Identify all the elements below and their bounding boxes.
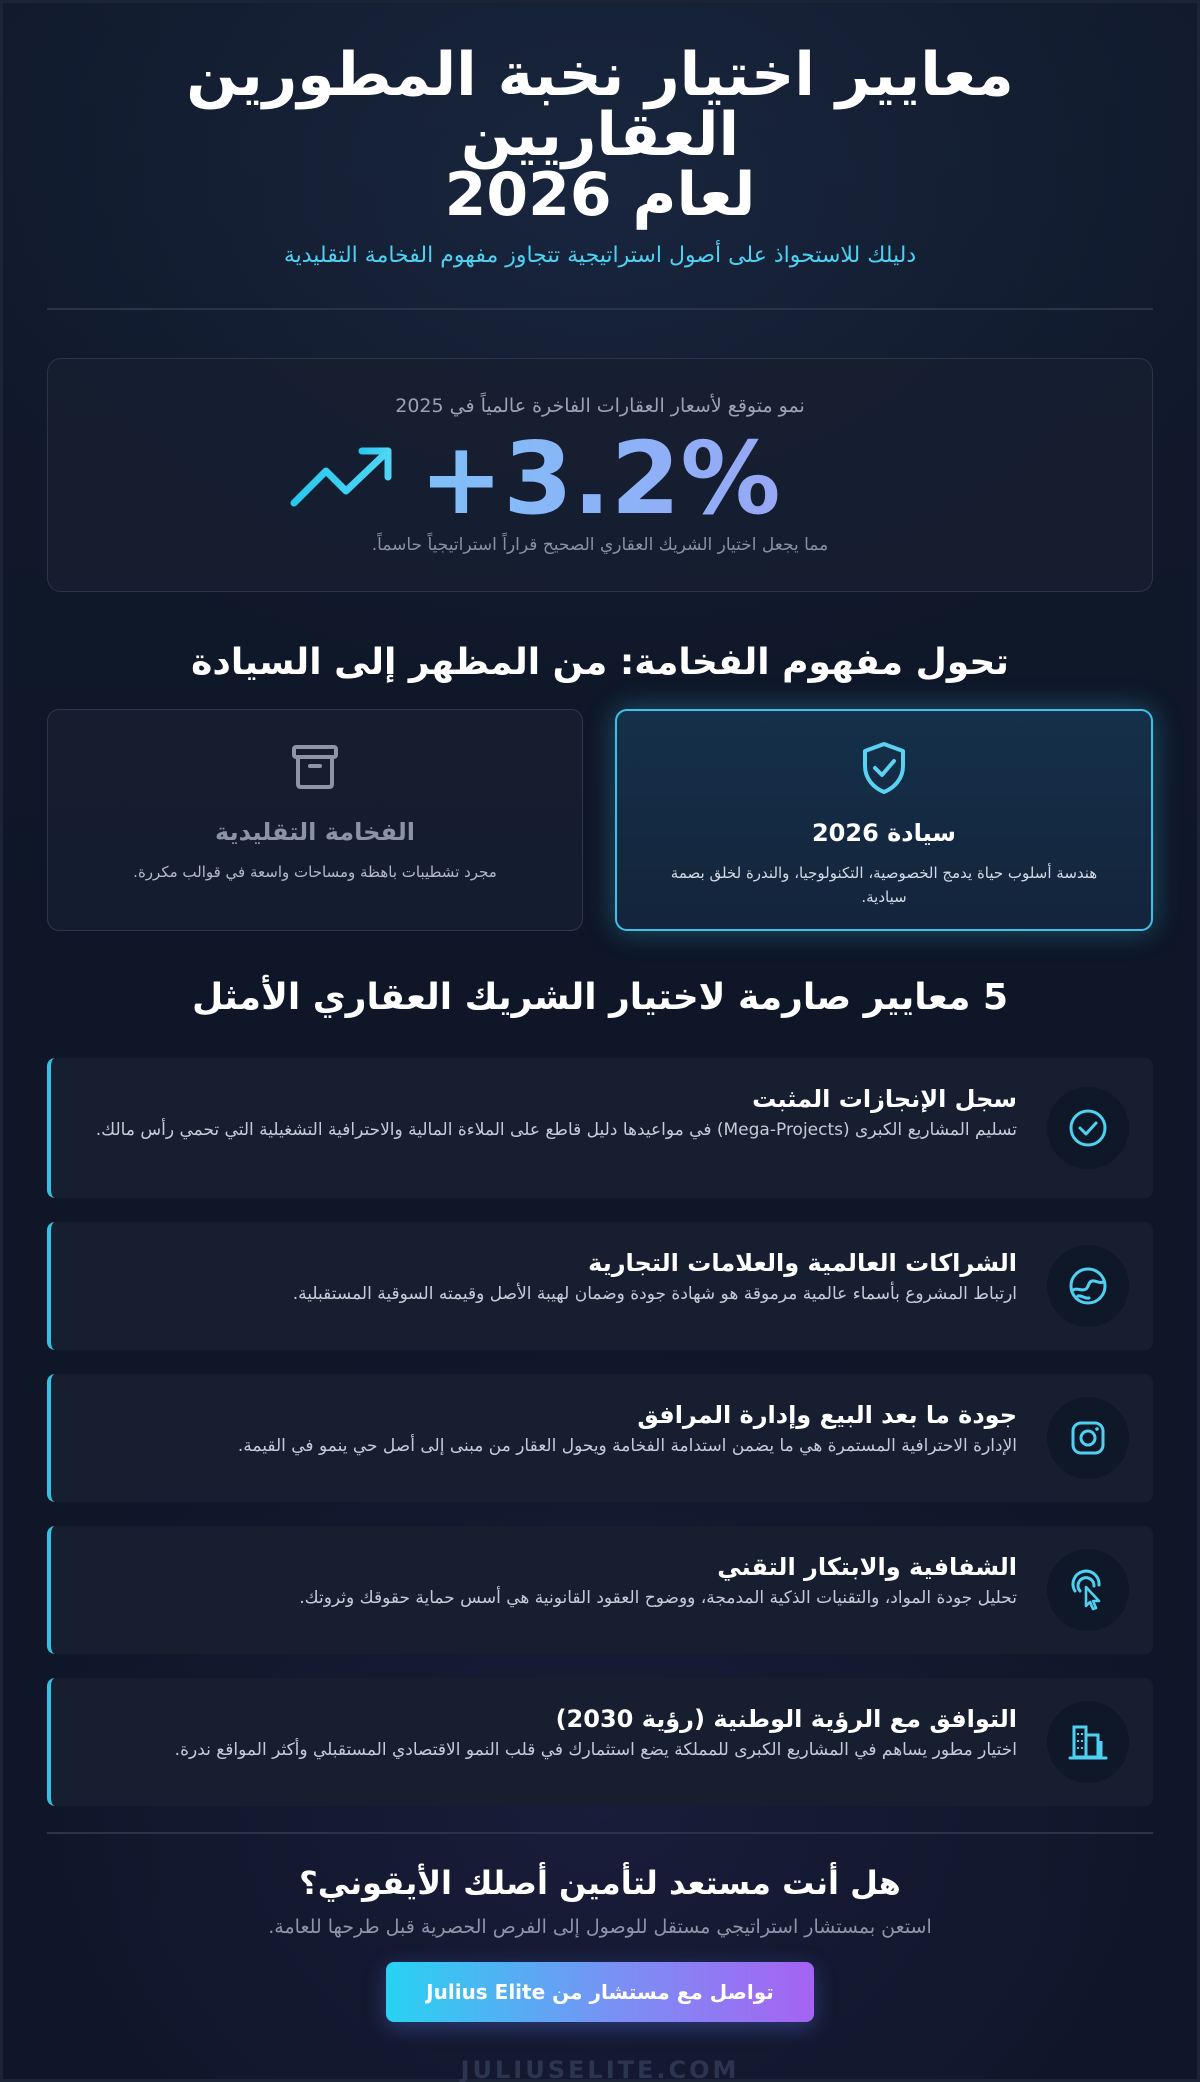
sovereignty-desc: هندسة أسلوب حياة يدمج الخصوصية، التكنولوجيا، والندرة لخلق بصمة سيادية. — [670, 864, 1098, 906]
footer-brand: JULIUSELITE.COM — [460, 2056, 740, 2082]
criterion-desc: الإدارة الاحترافية المستمرة هي ما يضمن استدامة الفخامة ويحول العقار من مبنى إلى أصل حي ينمو في القيمة. — [237, 1436, 1017, 1456]
criterion-after-sales — [47, 1374, 1153, 1502]
tap-icon — [1067, 1569, 1109, 1611]
cta-subtitle: استعن بمستشار استراتيجي مستقل للوصول إلى الفرص الحصرية قبل طرحها للعامة. — [268, 1916, 932, 1938]
traditional-card — [47, 709, 583, 931]
page-subtitle: دليلك للاستحواذ على أصول استراتيجية تتجاوز مفهوم الفخامة التقليدية — [283, 243, 917, 268]
stat-card — [47, 358, 1153, 592]
criterion-icon-wrap — [1047, 1087, 1129, 1169]
title-line-1: معايير اختيار نخبة المطورين العقاريين — [186, 40, 1014, 170]
contact-advisor-button[interactable]: تواصل مع مستشار من Julius Elite — [386, 1962, 814, 2022]
shield-check-icon — [855, 739, 913, 797]
compare-row — [47, 709, 1153, 931]
criterion-title: التوافق مع الرؤية الوطنية (رؤية 2030) — [555, 1705, 1017, 1733]
city-buildings-icon — [1067, 1721, 1109, 1763]
criterion-title: سجل الإنجازات المثبت — [752, 1085, 1017, 1113]
criterion-title: الشراكات العالمية والعلامات التجارية — [588, 1249, 1017, 1277]
criteria-list — [47, 1058, 1153, 1806]
criterion-icon-wrap — [1047, 1549, 1129, 1631]
criterion-icon-wrap — [1047, 1397, 1129, 1479]
traditional-title: الفخامة التقليدية — [215, 818, 415, 846]
check-circle-icon — [1067, 1107, 1109, 1149]
criterion-icon-wrap — [1047, 1245, 1129, 1327]
criterion-vision-2030 — [47, 1678, 1153, 1806]
criterion-track-record — [47, 1058, 1153, 1198]
cta-title: هل أنت مستعد لتأمين أصلك الأيقوني؟ — [299, 1864, 901, 1902]
criterion-desc: تسليم المشاريع الكبرى (Mega-Projects) في مواعيدها دليل قاطع على الملاءة المالية والاحترافية التشغيلية التي تحمي رأس مالك. — [95, 1120, 1017, 1140]
criterion-desc: اختيار مطور يساهم في المشاريع الكبرى للمملكة يضع استثمارك في قلب النمو الاقتصادي المستقبلي وأكثر المواقع ندرة. — [174, 1740, 1017, 1760]
cta-divider — [47, 1832, 1153, 1834]
criteria-heading: 5 معايير صارمة لاختيار الشريك العقاري الأمثل — [191, 977, 1009, 1018]
stat-value: +3.2% — [48, 419, 1152, 539]
criterion-icon-wrap — [1047, 1701, 1129, 1783]
stat-label: نمو متوقع لأسعار العقارات الفاخرة عالمياً في 2025 — [395, 395, 805, 417]
criterion-desc: تحليل جودة المواد، والتقنيات الذكية المدمجة، ووضوح العقود القانونية هي أسس حماية حقوقك وثروتك. — [299, 1588, 1017, 1608]
sovereignty-card — [615, 709, 1153, 931]
stat-note: مما يجعل اختيار الشريك العقاري الصحيح قراراً استراتيجياً حاسماً. — [371, 535, 829, 555]
criterion-title: جودة ما بعد البيع وإدارة المرافق — [637, 1401, 1017, 1429]
title-line-2: لعام 2026 — [444, 160, 756, 230]
trending-up-icon — [288, 441, 398, 511]
criterion-desc: ارتباط المشروع بأسماء عالمية مرموقة هو شهادة جودة وضمان لهيبة الأصل وقيمته السوقية المستقبلية. — [292, 1284, 1017, 1304]
service-icon — [1067, 1417, 1109, 1459]
criterion-global-partnerships — [47, 1222, 1153, 1350]
globe-icon — [1067, 1265, 1109, 1307]
criterion-transparency — [47, 1526, 1153, 1654]
criterion-title: الشفافية والابتكار التقني — [717, 1553, 1017, 1581]
archive-box-icon — [286, 738, 344, 796]
shift-heading: تحول مفهوم الفخامة: من المظهر إلى السيادة — [191, 642, 1009, 683]
traditional-desc: مجرد تشطيبات باهظة ومساحات واسعة في قوالب مكررة. — [133, 863, 497, 881]
sovereignty-title: سيادة 2026 — [811, 819, 957, 847]
header-divider — [47, 308, 1153, 310]
page-title — [47, 3, 1153, 230]
